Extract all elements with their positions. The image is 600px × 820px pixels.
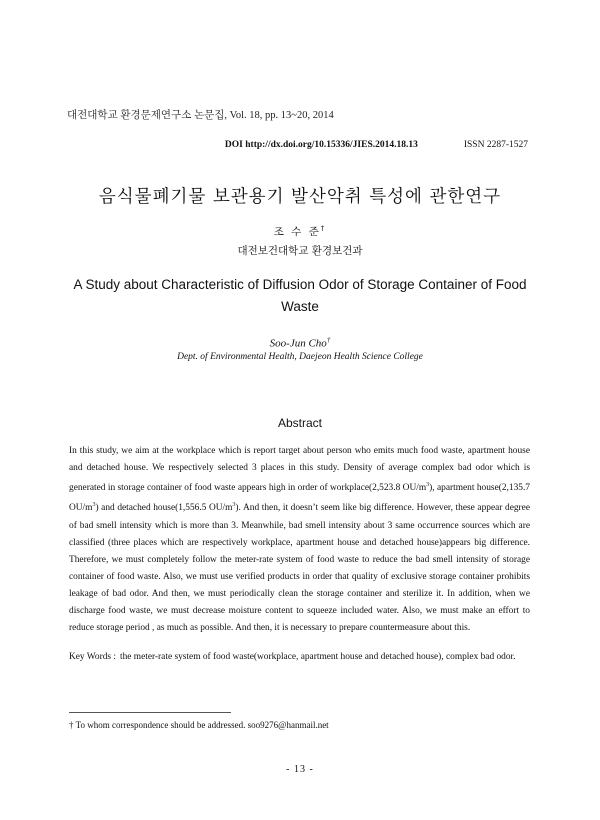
keywords-text: the meter-rate system of food waste(workplace, apartment house and detached house), complex bad odor. (119, 652, 516, 662)
abstract-part-4: ). And then, it doesn’t seem like big difference. However, these appear degree of bad smell intensity which is more than 3. Meanwhile, bad smell intensity about 3 same occurrence sources which are classified (three places which are respectively workplace, apartment house and detached house)appears big difference. Therefore, we must completely follow the meter-rate system of food waste to reduce the bad smell intensity of storage container of food waste. Also, we must use verified products in order that quality of exclusive storage container prohibits leakage of bad odor. And then, we must periodically clean the storage container and sterilize it. In addition, when we discharge food waste, we must decrease moisture content to squeeze included water. Also, we must make an effort to reduce storage period , as much as possible. And then, it is necessary to prepare countermeasure about this. (69, 503, 530, 634)
journal-citation: 대전대학교 환경문제연구소 논문집, Vol. 18, pp. 13~20, 2014 (67, 110, 334, 121)
keywords-block (69, 649, 530, 666)
doi-issn-line (68, 140, 528, 150)
issn: ISSN 2287-1527 (463, 140, 528, 150)
author-english-mark: † (326, 336, 331, 344)
page-number: - 13 - (286, 764, 314, 775)
abstract-sup-3: 3 (232, 502, 236, 509)
abstract-heading: Abstract (277, 416, 322, 430)
footnote-divider (69, 712, 231, 713)
correspondence-footnote: † To whom correspondence should be addressed. soo9276@hanmail.net (69, 720, 329, 730)
abstract-part-3: ) and detached house(1,556.5 OU/m (95, 503, 233, 514)
author-korean-mark: † (320, 224, 327, 233)
abstract-part-1: In this study, we aim at the workplace which is report target about person who emits much food waste, apartment house and detached house. We respectively selected 3 places in this study. Density of average complex bad odor which is generated in storage container of food waste appears high in order of workplace(2,523.8 OU/m (69, 446, 530, 494)
author-korean-name: 조 수 준 (273, 226, 321, 238)
abstract-sup-2: 3 (92, 502, 96, 509)
title-korean: 음식물폐기물 보관용기 발산악취 특성에 관한연구 (98, 187, 502, 207)
title-english: A Study about Characteristic of Diffusion Odor of Storage Container of Food Waste (73, 277, 527, 314)
abstract-sup-1: 3 (426, 482, 430, 489)
abstract-part-2: ), apartment house(2,135.7 OU/m (69, 483, 530, 514)
author-english-name: Soo-Jun Cho (269, 337, 327, 350)
keywords-label: Key Words : (69, 652, 116, 662)
affiliation-korean: 대전보건대학교 환경보건과 (237, 245, 363, 257)
doi-link[interactable]: DOI http://dx.doi.org/10.15336/JIES.2014.18.13 (224, 140, 418, 150)
affiliation-english: Dept. of Environmental Health, Daejeon Health Science College (177, 352, 423, 362)
author-english (0, 336, 600, 350)
author-korean (0, 224, 600, 239)
abstract-text (69, 443, 530, 637)
